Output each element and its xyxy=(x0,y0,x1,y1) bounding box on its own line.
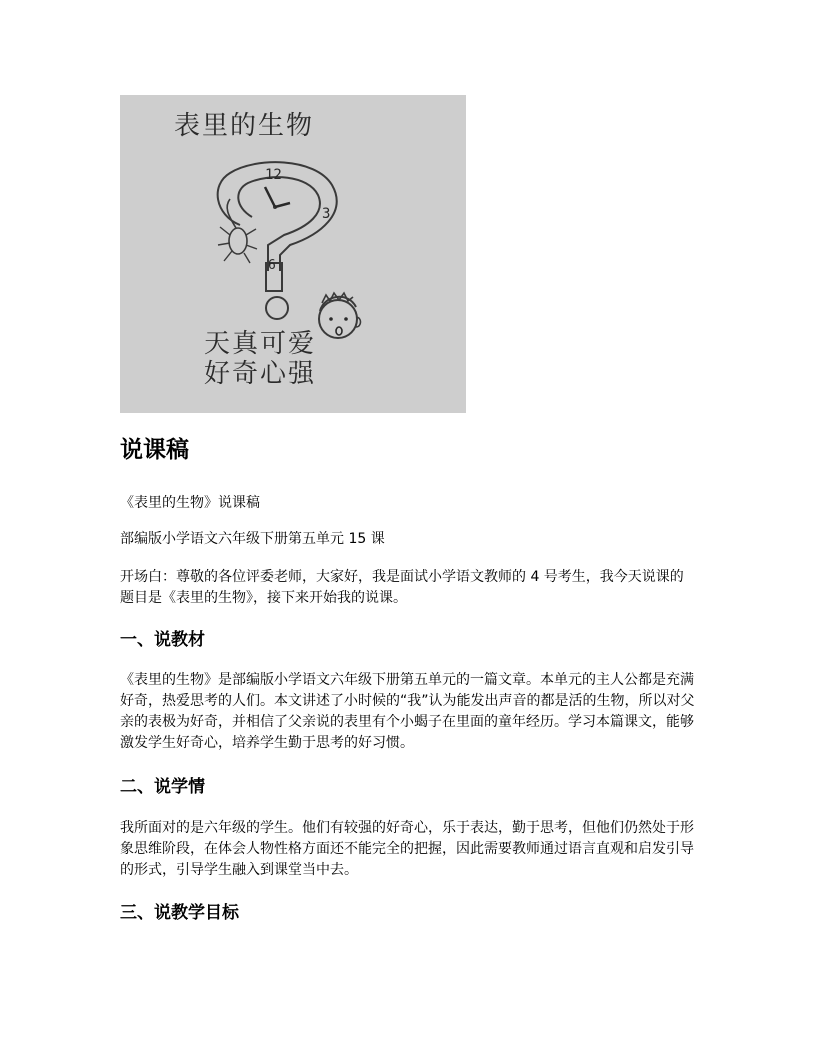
document-page xyxy=(120,95,695,923)
illustration-caption-line2: 好奇心强 xyxy=(204,359,317,389)
clock-number-6: 6 xyxy=(268,258,276,273)
illustration-title: 表里的生物 xyxy=(174,111,315,141)
section-heading-textbook: 一、说教材 xyxy=(120,630,205,650)
course-source: 部编版小学语文六年级下册第五单元 15 课 xyxy=(120,531,385,547)
hand-drawn-illustration xyxy=(120,95,466,413)
section-heading-objectives: 三、说教学目标 xyxy=(120,903,239,923)
page-heading: 说课稿 xyxy=(120,437,189,463)
illustration-caption-line1: 天真可爱 xyxy=(204,329,317,359)
clock-number-3: 3 xyxy=(322,206,331,222)
section-body-students: 我所面对的是六年级的学生。他们有较强的好奇心，乐于表达，勤于思考，但他们仍然处于形象思维阶段，在体会人物性格方面还不能完全的把握，因此需要教师通过语言直观和启发引导的形式，引导学生融入到课堂当中去。 xyxy=(120,820,694,878)
document-title: 《表里的生物》说课稿 xyxy=(120,495,260,511)
section-heading-students: 二、说学情 xyxy=(120,777,205,797)
section-body-textbook: 《表里的生物》是部编版小学语文六年级下册第五单元的一篇文章。本单元的主人公都是充满好奇，热爱思考的人们。本文讲述了小时候的“我”认为能发出声音的都是活的生物，所以对父亲的表极为好奇，并相信了父亲说的表里有个小蝎子在里面的童年经历。学习本篇课文，能够激发学生好奇心，培养学生勤于思考的好习惯。 xyxy=(120,672,695,751)
clock-number-12: 12 xyxy=(265,167,282,183)
opening-paragraph: 开场白：尊敬的各位评委老师，大家好，我是面试小学语文教师的 4 号考生，我今天说课的题目是《表里的生物》，接下来开始我的说课。 xyxy=(120,569,684,606)
